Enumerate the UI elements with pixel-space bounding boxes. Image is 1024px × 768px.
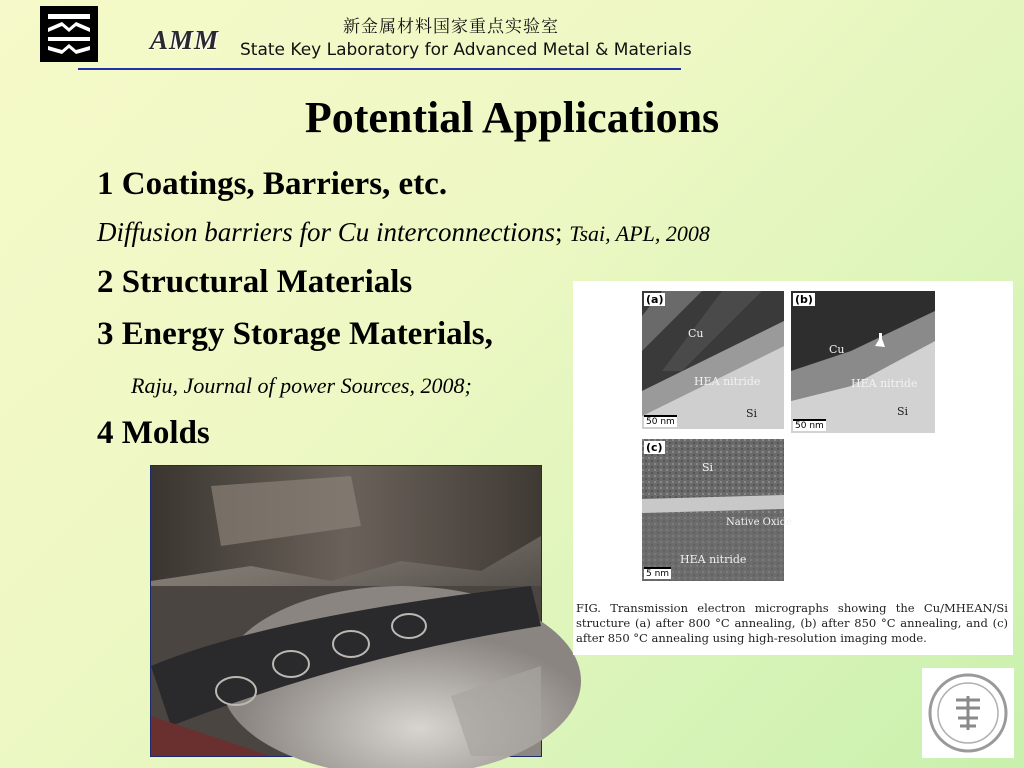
item-coatings: 1 Coatings, Barriers, etc.	[97, 166, 448, 202]
slide-title: Potential Applications	[304, 93, 720, 142]
university-seal	[922, 668, 1014, 758]
panel-c-layer-label: HEA nitride	[680, 553, 747, 566]
institute-logo	[40, 6, 98, 62]
coatings-citation: Tsai, APL, 2008	[569, 221, 710, 246]
lab-name-english: State Key Laboratory for Advanced Metal & Materials	[240, 40, 692, 60]
panel-c-oxide-label: Native Oxide	[726, 517, 793, 528]
panel-a-cu-label: Cu	[688, 327, 704, 340]
micrograph-panel-a	[642, 291, 784, 429]
panel-a-label: (a)	[646, 293, 664, 306]
coatings-reference	[97, 217, 710, 248]
panel-c-si-label: Si	[702, 461, 714, 474]
micrograph-panel-b	[791, 291, 935, 433]
item-energy-label: 3 Energy Storage Materials	[97, 316, 485, 352]
panel-c-scalebar: 5 nm	[646, 569, 670, 579]
seal-emblem-icon	[922, 668, 1014, 758]
tem-figure	[573, 281, 1013, 655]
figure-caption: FIG. Transmission electron micrographs showing the Cu/MHEAN/Si structure (a) after 800 °C annealing, (b) after 850 °C annealing, and (c) after 850 °C annealing using high-resolution imaging mode.	[576, 601, 1008, 645]
coatings-description: Diffusion barriers for Cu interconnections	[97, 217, 555, 247]
panel-b-si-label: Si	[897, 405, 909, 418]
brand-wordmark: AMM	[150, 25, 220, 55]
panel-a-layer-label: HEA nitride	[694, 375, 761, 388]
panel-b-cu-label: Cu	[829, 343, 845, 356]
item-molds: 4 Molds	[97, 415, 210, 451]
lab-name-chinese: 新金属材料国家重点实验室	[343, 17, 559, 37]
header-divider	[78, 68, 681, 70]
panel-b-scalebar: 50 nm	[795, 421, 824, 431]
panel-b-label: (b)	[795, 293, 813, 306]
panel-c-label: (c)	[646, 441, 663, 454]
panel-b-layer-label: HEA nitride	[851, 377, 918, 390]
panel-a-scalebar: 50 nm	[646, 417, 675, 427]
coatings-separator: ;	[555, 217, 563, 247]
mold-photo	[150, 465, 542, 757]
logo-mark-icon	[40, 6, 98, 62]
item-energy-suffix: ,	[484, 316, 493, 352]
item-energy-storage	[97, 316, 493, 353]
panel-a-si-label: Si	[746, 407, 758, 420]
micrograph-panel-c	[642, 439, 793, 581]
energy-citation: Raju, Journal of power Sources, 2008;	[131, 373, 472, 398]
item-structural: 2 Structural Materials	[97, 264, 413, 300]
